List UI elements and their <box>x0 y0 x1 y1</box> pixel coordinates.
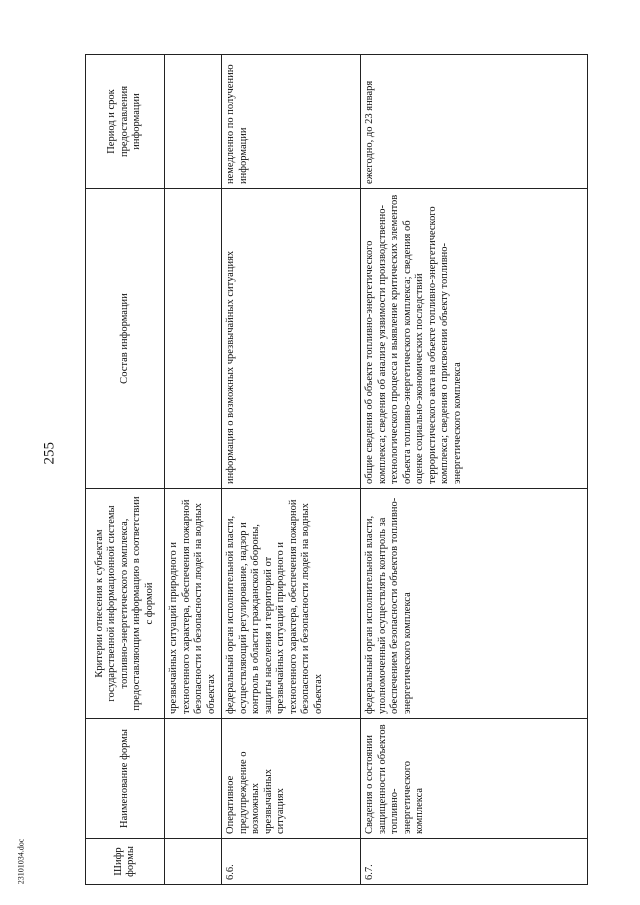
rotated-table-container <box>85 55 625 885</box>
table-header-row <box>86 55 165 885</box>
continuation-criteria: чрезвычайных ситуаций природного и техногенного характера, обеспечения пожарной безопасности и безопасности людей на водных объектах <box>165 489 222 719</box>
row-6-7-code: 6.7. <box>361 839 588 885</box>
header-code: Шифр формы <box>86 839 165 885</box>
row-6-6-criteria: федеральный орган исполнительной власти, осуществляющий регулирование, надзор и контроль в области гражданской обороны, защиты населения и территорий от чрезвычайных ситуаций природного и техногенного характера, обеспечения пожарной безопасности и безопасности людей на водных объектах <box>222 489 361 719</box>
continuation-period <box>165 55 222 189</box>
page-number: 255 <box>41 442 58 465</box>
row-6-7-name: Сведения о состоянии защищенности объектов топливно-энергетического комплекса <box>361 719 588 839</box>
document-code: 23101034.doc <box>16 838 26 885</box>
continuation-row <box>165 55 222 885</box>
header-name: Наименование формы <box>86 719 165 839</box>
continuation-composition <box>165 189 222 489</box>
row-6-7-composition: общие сведения об объекте топливно-энергетического комплекса; сведения об анализе уязвимости производственно-технологического процесса и выявление критических элементов объекта топливно-энергетического комплекса; сведения об оценке социально-экономических последствий террористического акта на объекте топливно-энергетического комплекса; сведения о присвоении объекту топливно-энергетического комплекса <box>361 189 588 489</box>
row-6-7-period: ежегодно, до 23 января <box>361 55 588 189</box>
table-row <box>222 55 361 885</box>
row-6-7-criteria: федеральный орган исполнительной власти, уполномоченный осуществлять контроль за обеспечением безопасности объектов топливно-энергетического комплекса <box>361 489 588 719</box>
continuation-code <box>165 839 222 885</box>
header-period: Период и срок предоставления информации <box>86 55 165 189</box>
table-row <box>361 55 588 885</box>
continuation-name <box>165 719 222 839</box>
row-6-6-name: Оперативное предупреждение о возможных чрезвычайных ситуациях <box>222 719 361 839</box>
row-6-6-composition: информация о возможных чрезвычайных ситуациях <box>222 189 361 489</box>
row-6-6-code: 6.6. <box>222 839 361 885</box>
forms-table <box>85 54 588 885</box>
header-criteria: Критерии отнесения к субъектам государственной информационной системы топливно-энергетического комплекса, предоставляющим информацию в соответствии с формой <box>86 489 165 719</box>
row-6-6-period: немедленно по получению информации <box>222 55 361 189</box>
header-composition: Состав информации <box>86 189 165 489</box>
